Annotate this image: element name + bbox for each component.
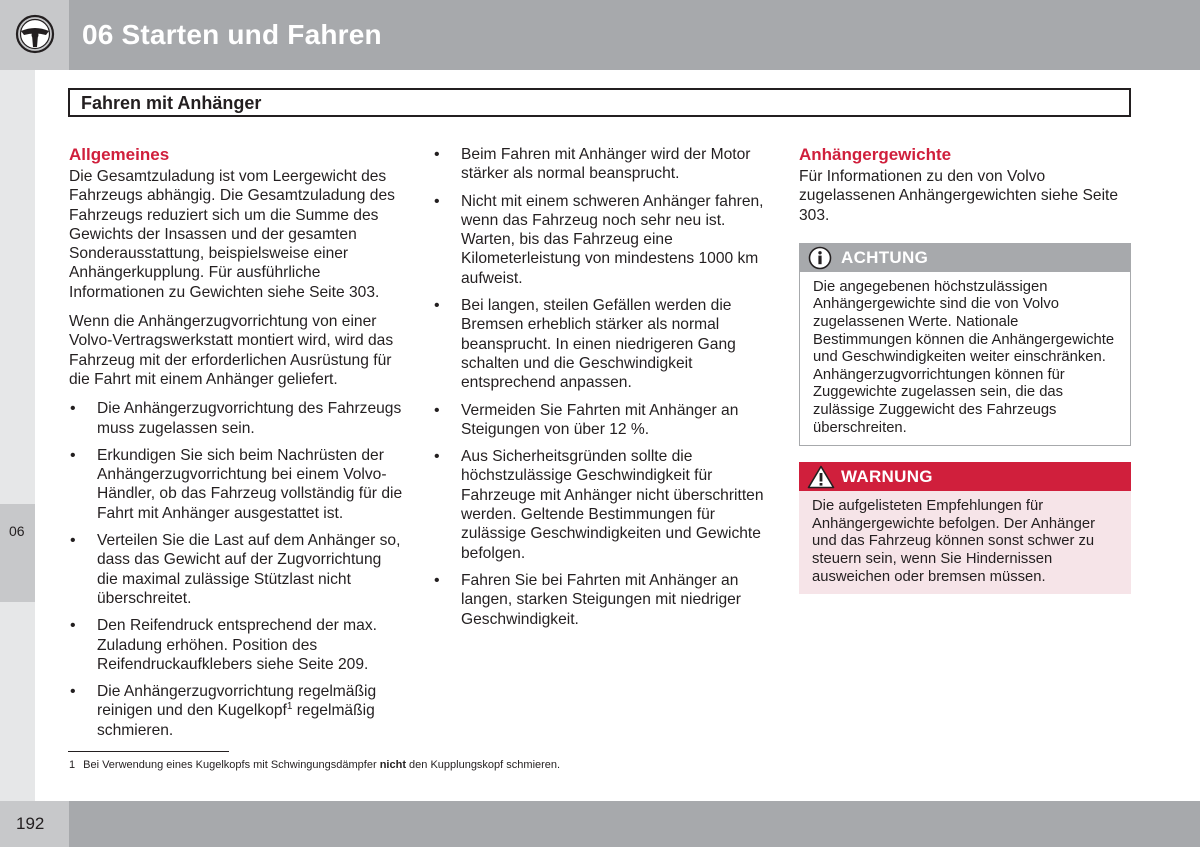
paragraph: Für Informationen zu den von Volvo zugelassenen Anhängergewichten siehe Seite 303.: [799, 168, 1119, 224]
warnung-title: WARNUNG: [841, 467, 933, 487]
list-item: • Beim Fahren mit Anhänger wird der Motor stärker als normal beansprucht.: [433, 145, 773, 184]
column-trailer-weights: [799, 145, 1131, 594]
bullet-list: [69, 399, 405, 740]
list-item-text: Die Anhängerzugvorrichtung regelmäßig reinigen und den Kugelkopf: [97, 683, 377, 720]
warnung-header: [799, 462, 1131, 491]
list-item: [69, 682, 405, 740]
warnung-notice: [799, 462, 1131, 594]
chapter-title: 06 Starten und Fahren: [82, 19, 382, 50]
bullet-list: [433, 145, 773, 629]
section-title: Fahren mit Anhänger: [81, 93, 262, 113]
list-item: • Nicht mit einem schweren Anhänger fahren, wenn das Fahrzeug noch sehr neu ist. Warten, bis das Fahrzeug eine Kilometerleistung von mindestens 1000 km aufweist.: [433, 192, 773, 288]
list-item-text: regelmäßig schmieren.: [97, 702, 375, 739]
paragraph: Die Gesamtzuladung ist vom Leergewicht des Fahrzeugs abhängig. Die Gesamtzuladung des Fahrzeugs reduziert sich um die Summe des Gewichts der Insassen und der gesamten Sonderausstattung, beispielsweise einer Anhängerkupplung. Für ausführliche Informationen zu Gewichten siehe Seite 303.: [69, 168, 395, 301]
steering-wheel-icon: [15, 14, 55, 54]
chapter-tab-label: 06: [9, 523, 25, 539]
footnote-text: den Kupplungskopf schmieren.: [405, 759, 561, 771]
warning-triangle-icon: [807, 465, 835, 489]
list-item: • Verteilen Sie die Last auf dem Anhänger so, dass das Gewicht auf der Zugvorrichtung die maximal zulässige Stützlast nicht überschreitet.: [69, 531, 405, 608]
heading-allgemeines: Allgemeines: [69, 145, 170, 164]
list-item: • Die Anhängerzugvorrichtung des Fahrzeugs muss zugelassen sein.: [69, 399, 405, 438]
footnote-text: Bei Verwendung eines Kugelkopfs mit Schwingungsdämpfer: [83, 759, 380, 771]
column-driving-tips: [433, 145, 773, 637]
paragraph: Wenn die Anhängerzugvorrichtung von einer Volvo-Vertragswerkstatt montiert wird, wird das Fahrzeug mit der erforderlichen Ausrüstung für die Fahrt mit einem Anhänger geliefert.: [69, 313, 394, 388]
warnung-text: Die aufgelisteten Empfehlungen für Anhängergewichte befolgen. Der Anhänger und das Fahrzeug können sonst schwer zu steuern sein, wenn Sie Hindernissen ausweichen oder bremsen müssen.: [799, 491, 1131, 594]
footnote: [69, 759, 560, 771]
achtung-text: Die angegebenen höchstzulässigen Anhängergewichte sind die von Volvo zugelassenen Werte. Nationale Bestimmungen können die Anhängergewichte und Geschwindigkeiten weiter einschränken. Anhängerzugvorrichtungen können für Zuggewichte zugelassen sein, die das zulässige Zuggewicht des Fahrzeugs überschreiten.: [799, 272, 1131, 446]
footnote-ref: 1: [286, 701, 293, 713]
footnote-emphasis: nicht: [379, 759, 406, 771]
footnote-rule: [68, 751, 229, 752]
list-item: • Vermeiden Sie Fahrten mit Anhänger an Steigungen von über 12 %.: [433, 401, 773, 440]
chapter-tab: [0, 504, 35, 602]
heading-anhaengergewichte: Anhängergewichte: [799, 145, 952, 164]
footer-bar: [69, 801, 1200, 847]
list-item: • Bei langen, steilen Gefällen werden die Bremsen erheblich stärker als normal beansprucht. In einen niedrigeren Gang schalten und die Geschwindigkeit entsprechend anpassen.: [433, 296, 773, 392]
list-item: • Erkundigen Sie sich beim Nachrüsten der Anhängerzugvorrichtung bei einem Volvo-Händler, ob das Fahrzeug vollständig für die Fahrt mit Anhänger ausgestattet ist.: [69, 446, 405, 523]
column-general: [69, 145, 405, 748]
achtung-title: ACHTUNG: [841, 247, 929, 267]
list-item: • Den Reifendruck entsprechend der max. Zuladung erhöhen. Position des Reifendruckaufklebers siehe Seite 209.: [69, 616, 405, 674]
achtung-notice: [799, 243, 1131, 446]
list-item: • Fahren Sie bei Fahrten mit Anhänger an langen, starken Steigungen mit niedriger Geschwindigkeit.: [433, 571, 773, 629]
list-item: • Aus Sicherheitsgründen sollte die höchstzulässige Geschwindigkeit für Fahrzeuge mit Anhänger nicht überschritten werden. Geltende Bestimmungen für zulässige Geschwindigkeiten und Gewichte befolgen.: [433, 447, 773, 563]
info-icon: [807, 246, 833, 270]
achtung-header: [799, 243, 1131, 272]
footnote-number: 1: [69, 759, 76, 771]
left-margin-strip: [0, 70, 35, 801]
page-number: 192: [16, 814, 45, 833]
